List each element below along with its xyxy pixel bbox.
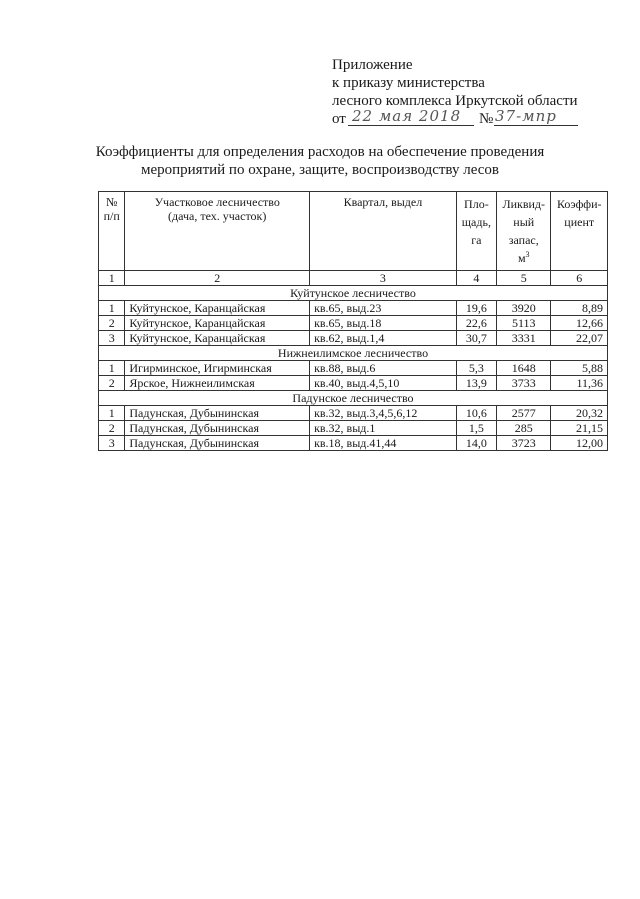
header-kvartal: Квартал, выдел xyxy=(310,192,457,271)
appendix-block xyxy=(332,56,578,128)
section-name: Куйтунское лесничество xyxy=(99,286,608,301)
section-row xyxy=(99,346,608,361)
table-row xyxy=(99,376,608,391)
header-num: № п/п xyxy=(99,192,125,271)
column-index-row xyxy=(99,271,608,286)
coef-cell: 11,36 xyxy=(551,376,608,391)
table-row xyxy=(99,406,608,421)
table-row xyxy=(99,421,608,436)
appendix-line: лесного комплекса Иркутской области xyxy=(332,93,578,109)
index-cell: 4 xyxy=(456,271,496,286)
row-number: 1 xyxy=(99,301,125,316)
row-number: 2 xyxy=(99,316,125,331)
coef-cell: 12,00 xyxy=(551,436,608,451)
appendix-line: к приказу министерства xyxy=(332,75,485,91)
cubic-superscript: 3 xyxy=(525,250,530,259)
document-title xyxy=(60,143,580,179)
coef-cell: 20,32 xyxy=(551,406,608,421)
number-underline xyxy=(494,125,578,126)
district-cell: Куйтунское, Каранцайская xyxy=(125,331,310,346)
area-cell: 19,6 xyxy=(456,301,496,316)
stock-cell: 3920 xyxy=(497,301,551,316)
district-cell: Ярское, Нижнеилимская xyxy=(125,376,310,391)
district-cell: Игирминское, Игирминская xyxy=(125,361,310,376)
kvartal-cell: кв.32, выд.1 xyxy=(310,421,457,436)
row-number: 3 xyxy=(99,331,125,346)
table-row xyxy=(99,436,608,451)
handwritten-date: 22 мая 2018 xyxy=(352,107,462,125)
stock-cell: 3723 xyxy=(497,436,551,451)
index-cell: 1 xyxy=(99,271,125,286)
coef-cell: 12,66 xyxy=(551,316,608,331)
table-row xyxy=(99,316,608,331)
date-underline xyxy=(348,125,474,126)
district-cell: Падунская, Дубынинская xyxy=(125,436,310,451)
row-number: 2 xyxy=(99,421,125,436)
area-cell: 30,7 xyxy=(456,331,496,346)
kvartal-cell: кв.18, выд.41,44 xyxy=(310,436,457,451)
stock-cell: 1648 xyxy=(497,361,551,376)
row-number: 1 xyxy=(99,406,125,421)
area-cell: 5,3 xyxy=(456,361,496,376)
number-label: № xyxy=(479,111,494,127)
stock-cell: 5113 xyxy=(497,316,551,331)
district-cell: Куйтунское, Каранцайская xyxy=(125,316,310,331)
kvartal-cell: кв.40, выд.4,5,10 xyxy=(310,376,457,391)
row-number: 1 xyxy=(99,361,125,376)
index-cell: 2 xyxy=(125,271,310,286)
kvartal-cell: кв.62, выд.1,4 xyxy=(310,331,457,346)
coefficients-table xyxy=(98,191,608,451)
section-row xyxy=(99,391,608,406)
table-row xyxy=(99,301,608,316)
area-cell: 13,9 xyxy=(456,376,496,391)
coef-cell: 22,07 xyxy=(551,331,608,346)
index-cell: 5 xyxy=(497,271,551,286)
district-cell: Падунская, Дубынинская xyxy=(125,421,310,436)
title-line: мероприятий по охране, защите, воспроизводству лесов xyxy=(140,162,500,178)
area-cell: 22,6 xyxy=(456,316,496,331)
kvartal-cell: кв.65, выд.18 xyxy=(310,316,457,331)
kvartal-cell: кв.65, выд.23 xyxy=(310,301,457,316)
header-stock: Ликвид- ный запас, $м^3$ xyxy=(497,192,551,271)
handwritten-order-number: 37-мпр xyxy=(495,107,557,125)
table-row xyxy=(99,361,608,376)
kvartal-cell: кв.88, выд.6 xyxy=(310,361,457,376)
coef-cell: 8,89 xyxy=(551,301,608,316)
area-cell: 14,0 xyxy=(456,436,496,451)
coef-cell: 21,15 xyxy=(551,421,608,436)
section-name: Падунское лесничество xyxy=(99,391,608,406)
section-name: Нижнеилимское лесничество xyxy=(99,346,608,361)
appendix-line: Приложение xyxy=(332,57,413,73)
from-label: от xyxy=(332,111,346,127)
table-header-row xyxy=(99,192,608,271)
header-coef: Коэффи- циент xyxy=(551,192,608,271)
stock-cell: 3331 xyxy=(497,331,551,346)
title-line: Коэффициенты для определения расходов на обеспечение проведения xyxy=(95,144,545,160)
table-row xyxy=(99,331,608,346)
index-cell: 3 xyxy=(310,271,457,286)
district-cell: Куйтунское, Каранцайская xyxy=(125,301,310,316)
stock-cell: 2577 xyxy=(497,406,551,421)
row-number: 3 xyxy=(99,436,125,451)
index-cell: 6 xyxy=(551,271,608,286)
coef-cell: 5,88 xyxy=(551,361,608,376)
stock-cell: 285 xyxy=(497,421,551,436)
header-district: Участковое лесничество (дача, тех. участок) xyxy=(125,192,310,271)
area-cell: 1,5 xyxy=(456,421,496,436)
stock-cell: 3733 xyxy=(497,376,551,391)
kvartal-cell: кв.32, выд.3,4,5,6,12 xyxy=(310,406,457,421)
section-row xyxy=(99,286,608,301)
order-date-number-line xyxy=(332,107,578,128)
header-area: Пло- щадь, га xyxy=(456,192,496,271)
district-cell: Падунская, Дубынинская xyxy=(125,406,310,421)
row-number: 2 xyxy=(99,376,125,391)
area-cell: 10,6 xyxy=(456,406,496,421)
